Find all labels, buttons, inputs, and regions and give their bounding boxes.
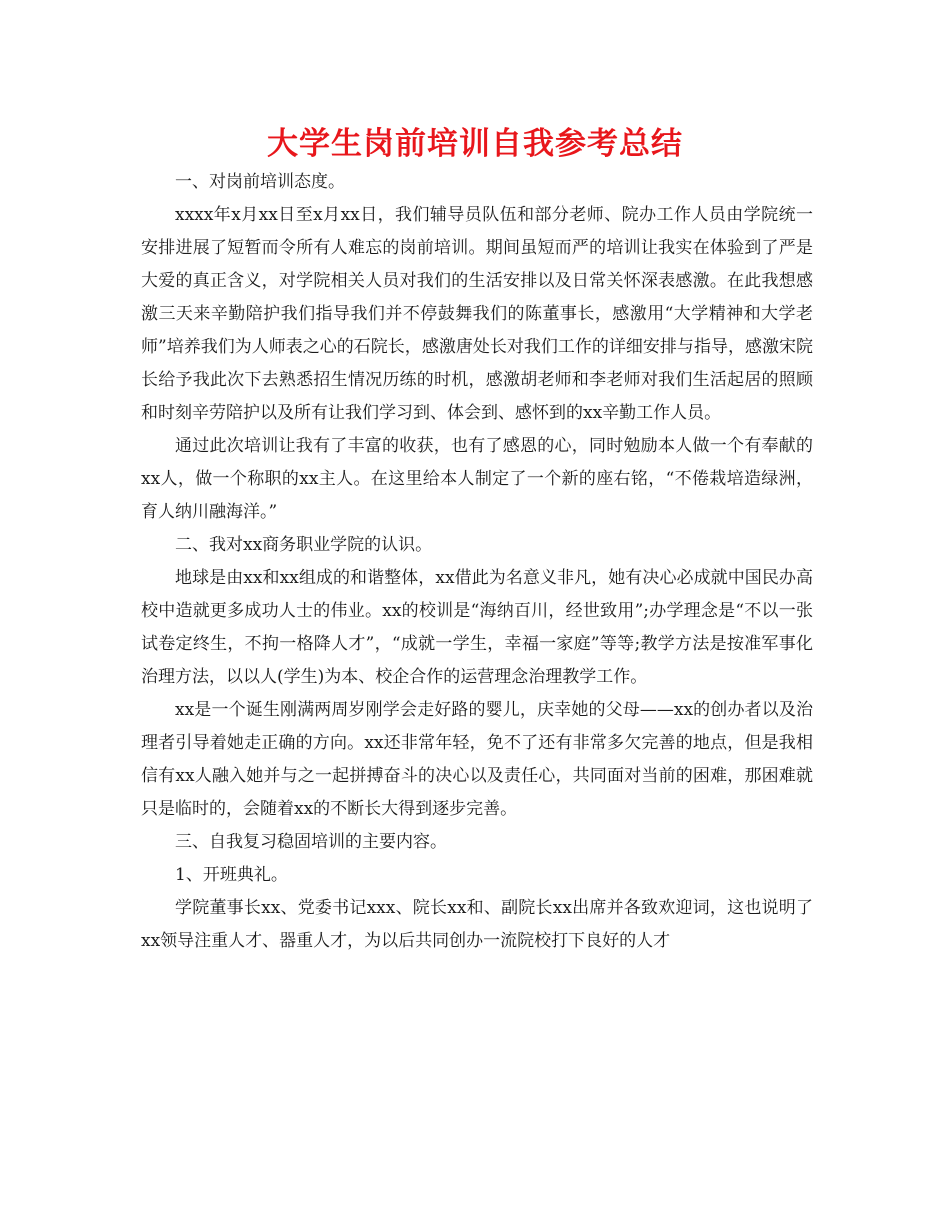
- section-heading-review: 三、自我复习稳固培训的主要内容。: [175, 832, 447, 852]
- paragraph: 学院董事长xx、党委书记xxx、院长xx和、副院长xx出席并各致欢迎词，这也说明了xx领导注重人才、器重人才，为以后共同创办一流院校打下良好的人才: [141, 898, 813, 951]
- section-heading-understanding: 二、我对xx商务职业学院的认识。: [175, 535, 433, 555]
- paragraph: xx是一个诞生刚满两周岁刚学会走好路的婴儿，庆幸她的父母——xx的创办者以及治理者引导着她走正确的方向。xx还非常年轻，免不了还有非常多欠完善的地点，但是我相信有xx人融入她并与之一起拼搏奋斗的决心以及责任心，共同面对当前的困难，那困难就只是临时的，会随着xx的不断长大得到逐步完善。: [141, 700, 813, 819]
- document-body: [141, 166, 813, 958]
- subsection-heading-opening-ceremony: 1、开班典礼。: [175, 865, 288, 885]
- paragraph: xxxx年x月xx日至x月xx日，我们辅导员队伍和部分老师、院办工作人员由学院统一安排进展了短暂而令所有人难忘的岗前培训。期间虽短而严的培训让我实在体验到了严是大爱的真正含义，对学院相关人员对我们的生活安排以及日常关怀深表感激。在此我想感激三天来辛勤陪护我们指导我们并不停鼓舞我们的陈董事长，感激用“大学精神和大学老师”培养我们为人师表之心的石院长，感激唐处长对我们工作的详细安排与指导，感激宋院长给予我此次下去熟悉招生情况历练的时机，感激胡老师和李老师对我们生活起居的照顾和时刻辛劳陪护以及所有让我们学习到、体会到、感怀到的xx辛勤工作人员。: [141, 205, 813, 423]
- section-heading-attitude: 一、对岗前培训态度。: [175, 172, 345, 192]
- paragraph: 地球是由xx和xx组成的和谐整体，xx借此为名意义非凡，她有决心必成就中国民办高校中造就更多成功人士的伟业。xx的校训是“海纳百川，经世致用”;办学理念是“不以一张试卷定终生，不拘一格降人才”，“成就一学生，幸福一家庭”等等;教学方法是按准军事化治理方法，以以人(学生)为本、校企合作的运营理念治理教学工作。: [141, 568, 813, 687]
- document-title: 大学生岗前培训自我参考总结: [267, 126, 683, 162]
- paragraph: 通过此次培训让我有了丰富的收获，也有了感恩的心，同时勉励本人做一个有奉献的xx人，做一个称职的xx主人。在这里给本人制定了一个新的座右铭，“不倦栽培造绿洲，育人纳川融海洋。”: [141, 436, 813, 522]
